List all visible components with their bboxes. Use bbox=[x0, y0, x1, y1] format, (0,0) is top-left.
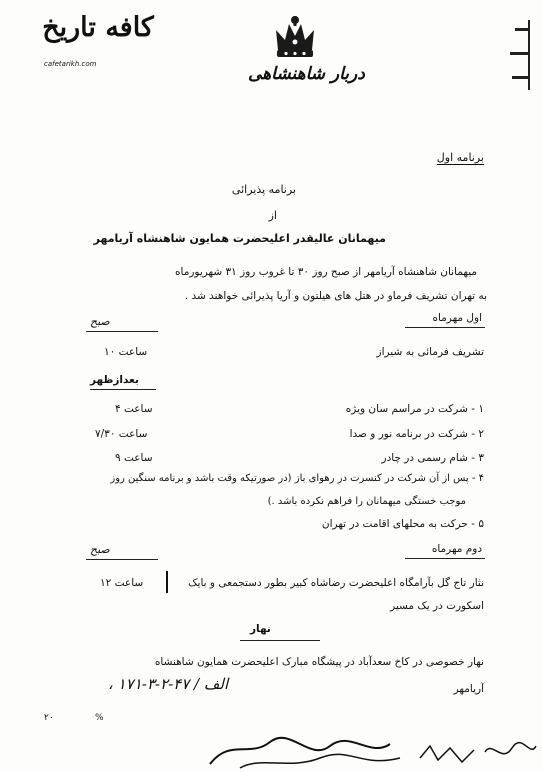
day1-title-underline bbox=[405, 327, 485, 328]
day2-morning-label: صبح bbox=[90, 543, 110, 556]
program-number: برنامه اول bbox=[436, 151, 484, 164]
watermark-logo bbox=[38, 12, 158, 72]
day1-item-4-line-2: موجب خستگی میهمانان را فراهم نکرده باشد .) bbox=[267, 496, 466, 507]
day2-lunch-label: نهار bbox=[250, 623, 271, 635]
footer-percent-mark: % bbox=[95, 713, 104, 723]
signature-scribble-icon bbox=[200, 728, 540, 772]
day2-morning-underline bbox=[86, 559, 158, 560]
day2-lunch-underline bbox=[240, 640, 320, 641]
footer-left-mark: ۲۰ bbox=[44, 713, 54, 723]
day1-item-time: ساعت ۱۰ bbox=[104, 346, 148, 358]
scan-edge-mark bbox=[515, 28, 529, 31]
day1-item-1-text: ۱ - شرکت در مراسم سان ویژه bbox=[345, 403, 484, 415]
day1-item-1-time: ساعت ۴ bbox=[115, 403, 153, 415]
day2-item-line-1: نثار تاج گل بآرامگاه اعلیحضرت رضاشاه کبیر بطور دستجمعی و بایک bbox=[188, 577, 484, 589]
day1-morning-label: صبح bbox=[90, 315, 110, 328]
handwritten-reference: الف / ۴۷-۲-۳-۱۷۱ ، bbox=[108, 675, 229, 693]
margin-bar bbox=[166, 571, 168, 593]
heading-line-3: میهمانان عالیقدر اعلیحضرت همایون شاهنشاه آریامهر bbox=[93, 232, 386, 245]
scan-edge-mark bbox=[510, 52, 530, 55]
heading-line-1: برنامه پذیرائی bbox=[231, 183, 296, 196]
day1-afternoon-underline bbox=[90, 389, 156, 390]
day2-title-underline bbox=[405, 558, 485, 559]
heading-line-2: از bbox=[268, 209, 277, 222]
day2-lunch-line-2: آریامهر bbox=[453, 683, 484, 695]
intro-line-2: به تهران تشریف فرماو در هتل های هیلتون و آریا پذیرائی خواهند شد . bbox=[184, 290, 487, 302]
letterhead-title: دربار شاهنشاهی bbox=[248, 64, 365, 84]
day1-item-2-time: ساعت ۷/۳۰ bbox=[95, 428, 148, 440]
intro-line-1: میهمانان شاهنشاه آریامهر از صبح روز ۳۰ تا غروب روز ۳۱ شهریورماه bbox=[175, 266, 477, 278]
watermark-site-text: cafetarikh.com bbox=[44, 60, 97, 68]
day2-title: دوم مهرماه bbox=[431, 543, 482, 555]
day1-title: اول مهرماه bbox=[432, 312, 482, 324]
scan-edge-mark bbox=[528, 20, 530, 90]
scan-edge-mark bbox=[512, 76, 528, 79]
day1-item-3-time: ساعت ۹ bbox=[115, 452, 153, 464]
day1-item-text: تشریف فرمائی به شیراز bbox=[376, 346, 484, 358]
day1-item-4-line-1: ۴ - پس از آن شرکت در کنسرت در رهوای باز (در صورتیکه وقت باشد و برنامه سنگین روز bbox=[110, 473, 484, 484]
day1-item-3-text: ۳ - شام رسمی در چادر bbox=[381, 452, 484, 464]
day1-afternoon-label: بعدازظهر bbox=[90, 374, 139, 386]
day1-morning-underline bbox=[86, 331, 158, 332]
day1-item-5: ۵ - حرکت به محلهای اقامت در تهران bbox=[321, 518, 484, 530]
day2-item-line-2: اسکورت در یک مسیر bbox=[390, 600, 484, 612]
crown-emblem-icon bbox=[270, 14, 320, 62]
watermark-main-text: کافه تاریخ bbox=[42, 12, 154, 43]
day1-item-2-text: ۲ - شرکت در برنامه نور و صدا bbox=[349, 428, 484, 440]
day2-item-time: ساعت ۱۲ bbox=[100, 577, 144, 589]
day2-lunch-line-1: نهار خصوصی در کاخ سعدآباد در پیشگاه مبارک اعلیحضرت همایون شاهنشاه bbox=[154, 656, 484, 668]
